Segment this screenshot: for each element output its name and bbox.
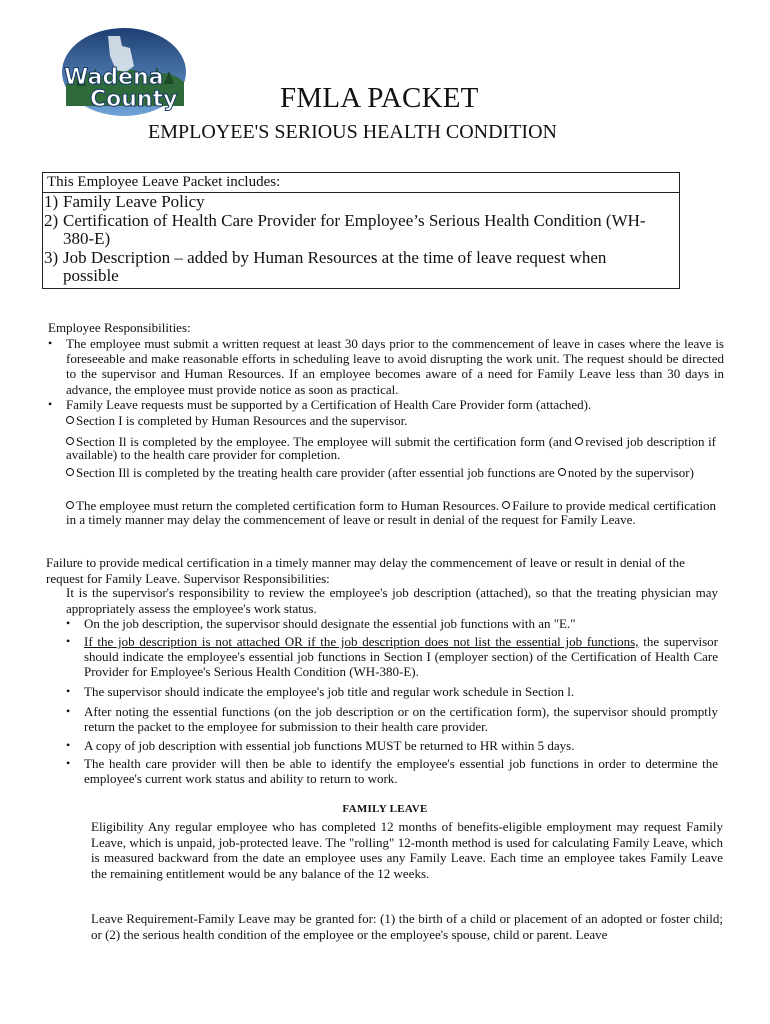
- supervisor-bullet: [66, 738, 718, 753]
- bullet-icon: •: [66, 756, 71, 770]
- packet-item-text: Job Description – added by Human Resources at the time of leave request when possible: [63, 247, 607, 285]
- page-title: FMLA PACKET: [280, 82, 479, 114]
- supervisor-bullet: [66, 634, 718, 680]
- supervisor-intro: Failure to provide medical certification in a timely manner may delay the commencement of leave or result in denial of the request for Family Leave. Supervisor Responsibilities:: [46, 555, 685, 586]
- packet-item: [43, 193, 679, 212]
- employee-responsibilities-label: Employee Responsibilities:: [48, 320, 191, 335]
- packet-box-heading: This Employee Leave Packet includes:: [43, 173, 679, 193]
- packet-item-text: Family Leave Policy: [63, 192, 205, 211]
- supervisor-bullet: [66, 756, 718, 786]
- logo-text-line2: County: [90, 87, 178, 112]
- packet-item-number: 3): [44, 247, 59, 267]
- section-note-text: Failure to provide medical certification in a timely manner may delay the commencement of leave or result in denial of the request for Family Leave.: [66, 498, 716, 527]
- bullet-icon: •: [66, 704, 71, 718]
- responsibility-bullet-text: Family Leave requests must be supported by a Certification of Health Care Provider form (attached).: [66, 397, 592, 412]
- circle-bullet-icon: [575, 437, 583, 445]
- packet-item-text: Certification of Health Care Provider for Employee’s Serious Health Condition (WH-380-E): [63, 210, 646, 248]
- logo-text-line1: Wadena: [64, 65, 164, 90]
- eligibility-paragraph: Eligibility Any regular employee who has completed 12 months of benefits-eligible employment may request Family Leave, which is unpaid, job-protected leave. The "rolling" 12-month method is used for calculating Family Leave, which is measured backward from the date an employee uses any Family Leave. Each time an employee takes Family Leave the remaining entitlement would be any balance of the 12 weeks.: [91, 819, 723, 881]
- bullet-icon: •: [48, 336, 53, 350]
- bullet-icon: •: [48, 397, 53, 411]
- responsibility-bullet: [48, 336, 724, 397]
- bullet-icon: •: [66, 684, 71, 698]
- circle-bullet-icon: [66, 468, 74, 476]
- circle-bullet-icon: [502, 501, 510, 509]
- section-note: [66, 415, 716, 428]
- packet-item-number: 1): [44, 192, 59, 211]
- packet-items-list: [43, 193, 679, 286]
- bullet-icon: •: [66, 616, 71, 630]
- underlined-text: If the job description is not attached OR if the job description does not list the essential job functions,: [84, 634, 639, 649]
- bullet-icon: •: [66, 738, 71, 752]
- circle-bullet-icon: [66, 501, 74, 509]
- supervisor-bullet-text: After noting the essential functions (on the job description or on the certification form), the supervisor should promptly return the packet to the employee for submission to their health care provider.: [84, 704, 718, 735]
- circle-bullet-icon: [558, 468, 566, 476]
- responsibility-bullet-text: The employee must submit a written request at least 30 days prior to the commencement of leave in cases where the leave is foreseeable and make reasonable efforts in scheduling leave to avoid disrupting the work unit. The request should be directed to the supervisor and Human Resources. If an employee becomes aware of a need for Family Leave less than 30 days in advance, the employee must provide notice as soon as practical.: [66, 336, 724, 397]
- supervisor-bullet-text: The health care provider will then be able to identify the employee's essential job functions in order to determine the employee's current work status and ability to return to work.: [84, 756, 718, 787]
- section-note-text: Section Il is completed by the employee. The employee will submit the certification form (and: [76, 434, 572, 449]
- supervisor-bullet: [66, 616, 718, 631]
- section-note-text: noted by the supervisor): [567, 465, 694, 480]
- section-note: [66, 467, 722, 480]
- bullet-icon: •: [66, 634, 71, 648]
- circle-bullet-icon: [66, 416, 74, 424]
- leave-requirement-paragraph: Leave Requirement-Family Leave may be granted for: (1) the birth of a child or placement of an adopted or foster child; or (2) the serious health condition of the employee or the employee's spouse, child or parent. Leave: [91, 911, 723, 942]
- wadena-county-logo: [56, 26, 190, 124]
- packet-contents-box: [42, 172, 680, 289]
- family-leave-heading: FAMILY LEAVE: [342, 803, 428, 815]
- supervisor-lead: It is the supervisor's responsibility to review the employee's job description (attached), so that the treating physician may appropriately assess the employee's work status.: [66, 585, 718, 616]
- section-note-text: Section Ill is completed by the treating health care provider (after essential job functions are: [76, 465, 555, 480]
- page-subtitle: EMPLOYEE'S SERIOUS HEALTH CONDITION: [148, 121, 557, 143]
- supervisor-bullet-text: [84, 634, 718, 680]
- circle-bullet-icon: [66, 437, 74, 445]
- section-note-text: The employee must return the completed certification form to Human Resources.: [76, 498, 500, 513]
- section-note: [66, 436, 716, 461]
- supervisor-bullet-text: On the job description, the supervisor should designate the essential job functions with an "E.": [84, 616, 576, 631]
- supervisor-bullet: [66, 704, 718, 734]
- section-note: [66, 499, 716, 526]
- section-note-text: Section I is completed by Human Resources and the supervisor.: [76, 413, 408, 428]
- responsibility-bullet: [48, 397, 724, 412]
- supervisor-bullet: [66, 684, 718, 699]
- supervisor-bullet-text: A copy of job description with essential job functions MUST be returned to HR within 5 days.: [84, 738, 575, 753]
- supervisor-bullet-rest: the supervisor should indicate the employee's essential job functions in Section I (employer section) of the Certification of Health Care Provider for Employee's Serious Health Condition (WH-380-E).: [84, 634, 719, 680]
- packet-item-number: 2): [44, 210, 59, 230]
- section-note-text: revised job description if available) to the health care provider for completion.: [66, 434, 717, 462]
- packet-item: [43, 212, 679, 249]
- supervisor-bullet-text: The supervisor should indicate the employee's job title and regular work schedule in Section l.: [84, 684, 575, 699]
- packet-item: [43, 249, 679, 286]
